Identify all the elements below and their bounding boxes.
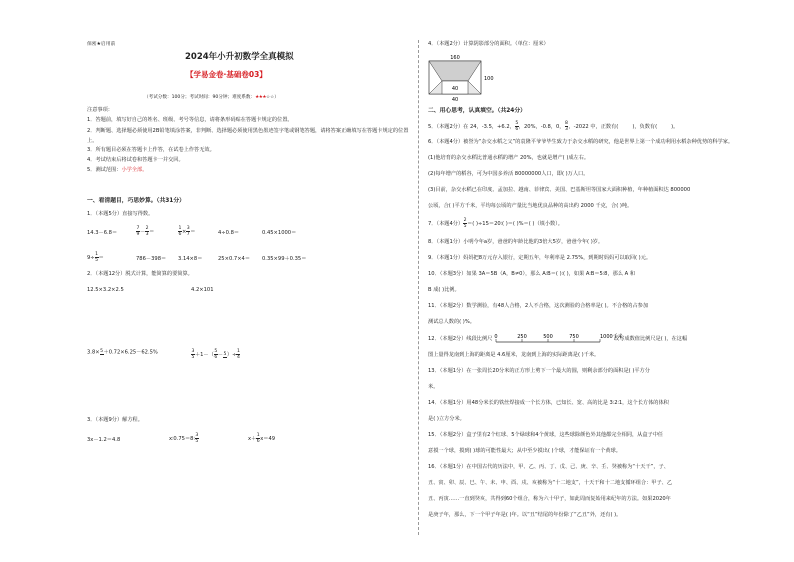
fraction: $\frac{1}{5}$ <box>95 252 99 263</box>
paper-subtitle: 【学易金卷·基础卷03】 <box>186 70 267 79</box>
fraction: $\frac{8}{3}$ <box>565 121 568 132</box>
question-15-cont: 意摸一个球，摸到( )球的可能性最大；从中至少摸出( )个球，才能保证有一个黄球。 <box>428 448 621 454</box>
fraction: $\frac{3}{5}$ <box>195 433 199 444</box>
question-15: 15．（本题2分）盒子里有2个红球、5个绿球和4个黄球，这些球除颜色外其他都完全相同，从盒子中任 <box>428 432 664 438</box>
question-4: 4．（本题2分）计算阴影部分的面积。（单位：厘米） <box>428 41 549 47</box>
label-side: 100 <box>484 76 494 82</box>
note-3: 3．所有题目必须在答题卡上作答，在试卷上作答无效。 <box>87 147 215 153</box>
fraction: $\frac{1}{6}$ <box>256 433 260 444</box>
label-inner: 40 <box>451 86 459 92</box>
exam-meta-text: （考试分数：100分；考试时间：90分钟；难度系数： <box>144 95 256 100</box>
question-3: 3．（本题9分）解方程。 <box>87 417 143 423</box>
confidential-mark: 保密★启用前 <box>87 42 116 47</box>
question-14: 14．（本题1分）用48分米长的铁丝焊接成一个长方体，已知长、宽、高的比是 3∶2∶1，这个长方体的体积 <box>428 400 669 406</box>
mental-9: 25×0.7×4＝ <box>218 256 251 262</box>
fraction: 5 <box>100 349 104 354</box>
notes-heading: 注意事项： <box>87 107 113 113</box>
question-12-cont: 改写成数值比例尺是( )，在这幅 <box>614 336 688 342</box>
scope-value: 小学全部。 <box>121 167 148 173</box>
scale-label: 500 <box>543 334 553 340</box>
fraction: $\frac{2}{5}$ <box>463 218 467 229</box>
difficulty-stars-empty: ☆☆ <box>265 95 275 100</box>
fraction: $\frac{1}{6}$ <box>178 226 182 237</box>
question-11: 11．（本题2分）数学测验，有48人合格，2人不合格，这次测验的合格率是( )。不合格的占参加 <box>428 303 649 309</box>
question-11-cont: 测试总人数的( )%。 <box>428 319 475 325</box>
figure-svg <box>428 52 498 108</box>
section-2-heading: 二、用心思考，认真填空。（共24分） <box>428 108 526 114</box>
scale-bar <box>494 330 623 344</box>
question-6: 6．（本题4分）被誉为“杂交水稻之父”的袁隆平爷爷毕生致力于杂交水稻的研究，他是世界上第一个成功利用水稻杂种优势的科学家。 <box>428 139 734 145</box>
question-1: 1．（本题5分）直接写得数。 <box>87 211 154 217</box>
mental-3: $\frac{1}{6}$ × $\frac{3}{7}$ ＝ <box>178 226 196 237</box>
label-bottom: 40 <box>451 97 459 103</box>
question-10-cont: B 成( )比例。 <box>428 287 460 293</box>
question-8: 8．（本题1分）小明今年a岁，爸爸的年龄比他的3倍大5岁，爸爸今年( )岁。 <box>428 239 604 245</box>
scale-label: 250 <box>517 334 527 340</box>
question-5: 5．（本题2分）在 24，-3.5，+6.2， $\frac{5}{6}$ ，20%，-0.8，0， $\frac{8}{3}$ ，-2022 中，正数有( )，负数有( )。 <box>428 121 679 132</box>
scale-label: 0 <box>494 334 498 340</box>
page-title: 2024年小升初数学全真模拟 <box>185 52 294 62</box>
equation-3: x＋ $\frac{1}{6}$ x＝49 <box>248 433 276 444</box>
equation-2: x∶0.75＝8∶ $\frac{3}{5}$ <box>169 433 199 444</box>
question-10: 10．（本题3分）如果 3A＝5B（A，B≠0），那么 A∶B＝( )∶( )，如果 A∶B＝5∶8，那么 A 和 <box>428 271 636 277</box>
mental-1: 14.3－6.8＝ <box>87 230 118 236</box>
question-12: 12．（本题2分）线段比例尺 <box>428 336 493 342</box>
question-16-cont: 丑、寅、卯、辰、巳、午、未、申、酉、戌、亥被称为“十二地支”，十天干和十二地支循环组合：甲子、乙 <box>428 480 673 486</box>
scale-label: 1000千米 <box>600 334 623 340</box>
calc-3: 3.8× 5 ＋0.72×6.25－62.5% <box>87 349 158 356</box>
question-6-part-1: (1)他培育的杂交水稻比普通水稻的增产 20%，也就是增产( )成左右。 <box>428 155 590 161</box>
question-13-cont: 米。 <box>428 384 439 390</box>
question-7: 7．（本题4分） $\frac{2}{5}$ ＝( )÷15＝20∶( )＝( )%＝( )（填小数）。 <box>428 218 563 229</box>
mental-8: 3.14×8＝ <box>178 256 203 262</box>
calc-4: $\frac{3}{5}$ ＋1－（ $\frac{5}{6}$ － 5 ）÷ $\frac{1}{4}$ <box>191 349 240 360</box>
calc-1: 12.5×3.2×2.5 <box>87 287 124 293</box>
mental-7: 786－398＝ <box>136 256 167 262</box>
scale-bar-svg <box>494 331 623 345</box>
mental-5: 0.45×1000＝ <box>262 230 297 236</box>
scale-label: 750 <box>569 334 579 340</box>
scope-label: 5．测试范围： <box>87 167 122 173</box>
question-16-cont-3: 是庚子年，那么，下一个甲子年是( )年。以“丑”结尾的年份除了“乙丑”外，还有( )。 <box>428 512 622 518</box>
question-12-cont-2: 图上量得龙南到上海的距离是 4.6厘米，龙南到上海的实际距离是( )千米。 <box>428 352 600 358</box>
note-5 <box>87 167 147 174</box>
section-1-heading: 一、看清题目，巧思妙算。（共31分） <box>87 198 185 204</box>
label-top: 160 <box>450 55 460 61</box>
note-2: 2．判断题、选择题必须使用2B铅笔填涂答案，非判断、选择题必须使用黑色墨迹签字笔或钢笔答题，请将答案正确填写在答题卡规定的位置上。 <box>87 128 409 144</box>
equation-1: 3x－1.2＝4.8 <box>87 437 121 443</box>
fraction: 5 <box>223 351 227 357</box>
question-6-part-2: (2)每年增产的稻谷，可为中国多养活 80000000人口，即( )万人口。 <box>428 171 589 177</box>
mental-10: 0.35×99＋0.35＝ <box>262 256 307 262</box>
question-14-cont: 是( )立方分米。 <box>428 416 465 422</box>
question-2: 2．（本题12分）脱式计算，能简算的要简算。 <box>87 271 193 277</box>
mental-4: 4÷0.8＝ <box>218 230 240 236</box>
mental-2: $\frac{7}{9}$ － $\frac{2}{3}$ ＝ <box>136 226 155 237</box>
mental-6: 9÷ $\frac{1}{5}$ ＝ <box>87 252 104 263</box>
fraction: $\frac{5}{6}$ <box>214 349 218 360</box>
question-16-cont-2: 丑、丙寅……一直到癸亥，共得到60个组合，称为六十甲子，如此周而复始用来纪年的方法。如果2020年 <box>428 496 671 502</box>
note-1: 1．答题前，填写好自己的姓名、班级、考号等信息，请将条形码贴在答题卡规定的位置。 <box>87 117 293 123</box>
fraction: $\frac{3}{5}$ <box>191 349 195 360</box>
shaded-area-figure <box>428 52 498 108</box>
exam-meta <box>144 94 279 101</box>
column-divider <box>418 40 419 535</box>
question-16: 16．（本题1分）在中国古代的历法中，甲、乙、丙、丁、戊、己、庚、辛、壬、癸被称为“十天干”，子、 <box>428 464 669 470</box>
question-13: 13．（本题1分）在一张周长20分米的正方形上剪下一个最大的圆，则剩余部分的面积是( )平方分 <box>428 368 650 374</box>
difficulty-stars-filled: ★★★ <box>255 95 266 100</box>
fraction: $\frac{3}{7}$ <box>186 226 190 237</box>
fraction: $\frac{7}{9}$ <box>136 226 140 237</box>
note-4: 4．考试结束后将试卷和答题卡一并交回。 <box>87 157 184 163</box>
question-6-part-4: 公顷，合( )平方千米，平均每公顷的产量比当地优良品种的高出约 2000 千克，合( )吨。 <box>428 203 633 209</box>
fraction: $\frac{2}{3}$ <box>145 226 149 237</box>
calc-2: 4.2×101 <box>191 287 214 293</box>
question-6-part-3: (3)目前，杂交水稻已在印度、孟加拉、越南、菲律宾、美国、巴基斯坦等国家大面积种植，年种植面积达 800000 <box>428 187 691 193</box>
question-9: 9．（本题1分）妈妈把8万元存入银行，定期五年，年利率是 2.75%，到期时妈妈可以取回( )元。 <box>428 255 652 261</box>
fraction: $\frac{1}{4}$ <box>236 349 240 360</box>
exam-meta-end: ） <box>274 95 279 100</box>
fraction: $\frac{5}{6}$ <box>515 121 519 132</box>
